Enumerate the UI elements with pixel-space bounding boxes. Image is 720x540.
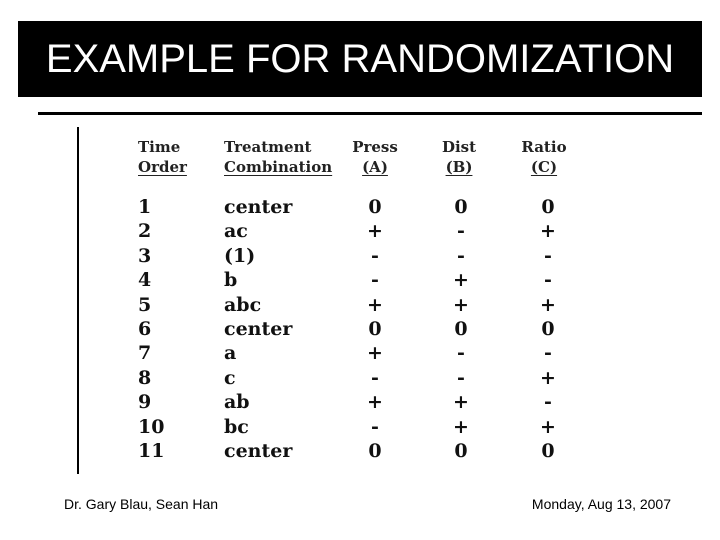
cell-b: - <box>457 220 465 243</box>
cell-order: 7 <box>138 342 152 365</box>
cell-b: - <box>457 244 465 267</box>
header-time-order <box>138 137 187 177</box>
cell-order: 5 <box>138 293 152 316</box>
cell-a: - <box>371 269 379 292</box>
cell-b: + <box>453 293 469 316</box>
cell-c: + <box>540 366 556 389</box>
slide-title: EXAMPLE FOR RANDOMIZATION <box>18 21 702 97</box>
cell-c: + <box>540 415 556 438</box>
cell-combo: bc <box>224 415 249 438</box>
cell-a: 0 <box>368 318 382 340</box>
cell-b: + <box>453 269 469 292</box>
cell-order: 2 <box>138 220 152 243</box>
cell-a: - <box>371 244 379 267</box>
cell-a: + <box>367 391 383 414</box>
header-dist-line1: Dist <box>441 138 477 156</box>
cell-b: 0 <box>454 318 468 340</box>
cell-c: - <box>544 342 552 365</box>
cell-c: - <box>544 269 552 292</box>
header-ratio-line1: Ratio <box>521 138 567 156</box>
cell-b: 0 <box>454 196 468 218</box>
cell-order: 3 <box>138 244 152 267</box>
cell-order: 9 <box>138 391 152 414</box>
cell-b: + <box>453 391 469 414</box>
cell-order: 11 <box>138 440 165 462</box>
footer-authors: Dr. Gary Blau, Sean Han <box>64 496 219 512</box>
cell-a: + <box>367 293 383 316</box>
cell-combo: ab <box>224 391 250 414</box>
cell-order: 4 <box>138 269 152 292</box>
header-press-line1: Press <box>352 138 398 156</box>
header-time-line1: Time <box>138 138 181 156</box>
cell-combo: b <box>224 269 238 292</box>
header-treatment-combination <box>224 137 332 177</box>
cell-c: - <box>544 244 552 267</box>
header-time-line2: Order <box>138 158 187 176</box>
cell-b: - <box>457 366 465 389</box>
cell-combo: center <box>224 196 293 218</box>
cell-c: + <box>540 220 556 243</box>
cell-combo: a <box>224 342 237 365</box>
cell-a: - <box>371 415 379 438</box>
cell-b: 0 <box>454 440 468 462</box>
cell-c: 0 <box>541 196 555 218</box>
cell-a: + <box>367 342 383 365</box>
cell-order: 6 <box>138 318 152 340</box>
cell-combo: center <box>224 318 293 340</box>
header-trt-line1: Treatment <box>224 138 312 156</box>
cell-c: 0 <box>541 440 555 462</box>
cell-combo: center <box>224 440 293 462</box>
header-dist-line2: (B) <box>445 158 473 176</box>
footer-date: Monday, Aug 13, 2007 <box>531 496 671 512</box>
cell-order: 10 <box>138 415 165 438</box>
cell-a: 0 <box>368 196 382 218</box>
header-dist <box>437 137 481 177</box>
cell-c: 0 <box>541 318 555 340</box>
cell-combo: c <box>224 366 236 389</box>
cell-order: 8 <box>138 366 152 389</box>
header-press-line2: (A) <box>362 158 388 176</box>
cell-combo: (1) <box>224 244 256 267</box>
cell-b: - <box>457 342 465 365</box>
cell-b: + <box>453 415 469 438</box>
cell-c: - <box>544 391 552 414</box>
cell-a: - <box>371 366 379 389</box>
cell-c: + <box>540 293 556 316</box>
cell-a: 0 <box>368 440 382 462</box>
header-ratio <box>520 137 568 177</box>
cell-combo: abc <box>224 293 262 316</box>
cell-a: + <box>367 220 383 243</box>
cell-combo: ac <box>224 220 248 243</box>
header-press <box>351 137 399 177</box>
header-trt-line2: Combination <box>224 158 333 176</box>
header-ratio-line2: (C) <box>530 158 558 176</box>
cell-order: 1 <box>138 196 152 218</box>
